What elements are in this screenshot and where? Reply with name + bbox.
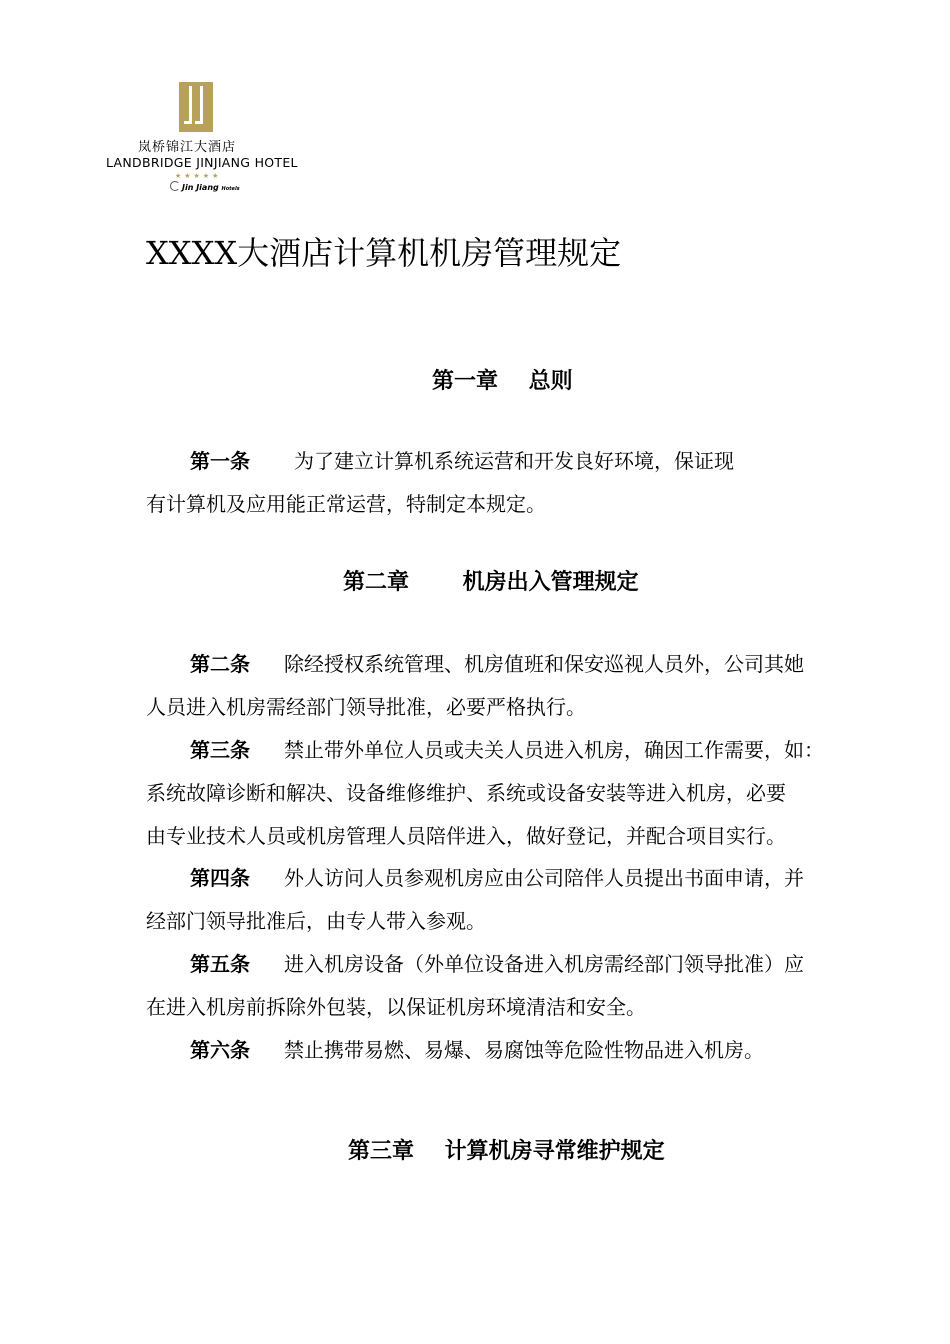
article-1-line-1 [190,445,734,474]
hotel-name-en: LANDBRIDGE JINJIANG HOTEL [106,155,298,170]
hotel-logo [104,82,304,192]
article-5-line-2: 在进入机房前拆除外包装，以保证机房环境清洁和安全。 [146,995,646,1019]
article-2-line-2: 人员进入机房需经部门领导批准，必要严格执行。 [146,695,586,719]
article-3-line-1 [190,734,824,763]
article-6-line-1 [190,1034,764,1063]
article-2-label: 第二条 [190,652,250,676]
star-rating: ★★★★★ [175,172,222,180]
hotel-logo-mark-icon [179,82,213,132]
hotel-name-cn: 岚桥锦江大酒店 [138,140,237,155]
article-3-label: 第三条 [190,738,250,762]
brand-sub-small: Hotels [221,186,240,192]
article-4-line-1 [190,862,804,891]
chapter-3-heading: 第三章 计算机房寻常维护规定 [348,1138,665,1164]
article-3-text-1: 禁止带外单位人员或夫关人员进入机房，确因工作需要，如： [284,738,824,762]
brand-sub [170,181,240,192]
brand-sub-text: Jin Jiang [182,183,219,192]
chapter-2-heading: 第二章 机房出入管理规定 [343,569,639,595]
article-5-label: 第五条 [190,952,250,976]
article-2-line-1 [190,648,804,677]
article-1-text-1: 为了建立计算机系统运营和开发良好环境，保证现 [294,449,734,473]
article-5-line-1 [190,948,804,977]
article-3-line-2: 系统故障诊断和解决、设备维修维护、系统或设备安装等进入机房，必要 [146,781,786,805]
article-4-text-1: 外人访问人员参观机房应由公司陪伴人员提出书面申请，并 [284,866,804,890]
article-4-line-2: 经部门领导批准后，由专人带入参观。 [146,909,486,933]
document-title: XXXX大酒店计算机机房管理规定 [146,234,622,272]
article-6-text-1: 禁止携带易燃、易爆、易腐蚀等危险性物品进入机房。 [284,1038,764,1062]
chapter-1-heading: 第一章 总则 [432,368,573,394]
swirl-icon [170,181,180,191]
article-4-label: 第四条 [190,866,250,890]
article-6-label: 第六条 [190,1038,250,1062]
article-1-line-2: 有计算机及应用能正常运营，特制定本规定。 [146,492,546,516]
article-3-line-3: 由专业技术人员或机房管理人员陪伴进入，做好登记，并配合项目实行。 [146,824,786,848]
article-2-text-1: 除经授权系统管理、机房值班和保安巡视人员外，公司其她 [284,652,804,676]
article-1-label: 第一条 [190,449,250,473]
article-5-text-1: 进入机房设备（外单位设备进入机房需经部门领导批准）应 [284,952,804,976]
